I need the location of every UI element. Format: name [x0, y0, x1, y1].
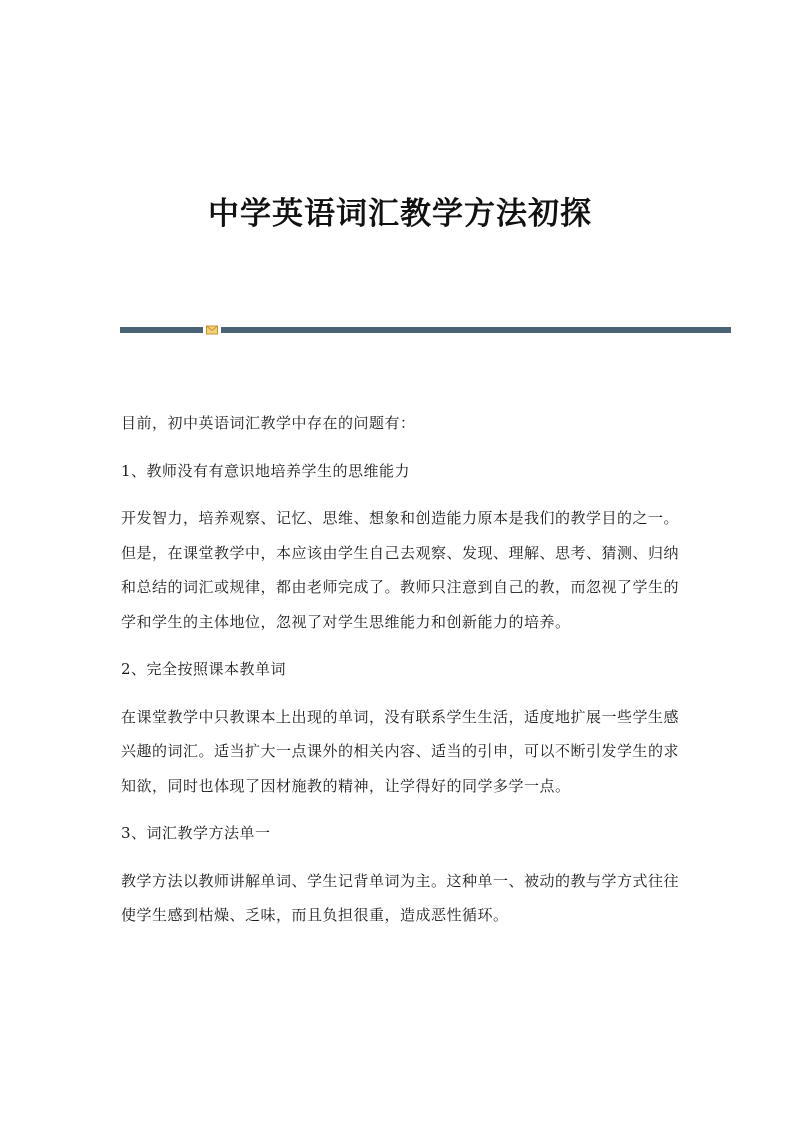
document-body [121, 406, 681, 933]
section-paragraph-2: 在课堂教学中只教课本上出现的单词，没有联系学生生活，适度地扩展一些学生感兴趣的词汇。适当扩大一点课外的相关内容、适当的引申，可以不断引发学生的求知欲，同时也体现了因材施教的精神，让学得好的同学多学一点。 [121, 707, 680, 795]
section-heading-3: 3、词汇教学方法单一 [121, 824, 271, 842]
divider-bar-right [221, 327, 731, 333]
section-heading-2: 2、完全按照课本教单词 [121, 660, 287, 678]
document-title: 中学英语词汇教学方法初探 [208, 196, 592, 232]
divider-bar-left [120, 327, 203, 333]
envelope-ornament-icon [206, 325, 218, 335]
section-heading-1: 1、教师没有有意识地培养学生的思维能力 [121, 461, 411, 480]
section-paragraph-3: 教学方法以教师讲解单词、学生记背单词为主。这种单一、被动的教与学方式往往使学生感到枯燥、乏味，而且负担很重，造成恶性循环。 [121, 871, 680, 924]
title-divider [120, 325, 731, 333]
intro-paragraph: 目前，初中英语词汇教学中存在的问题有： [121, 414, 416, 432]
section-paragraph-1: 开发智力，培养观察、记忆、思维、想象和创造能力原本是我们的教学目的之一。但是，在课堂教学中，本应该由学生自己去观察、发现、理解、思考、猜测、归纳和总结的词汇或规律，都由老师完成了。教师只注意到自己的教，而忽视了学生的学和学生的主体地位，忽视了对学生思维能力和创新能力的培养。 [121, 509, 680, 631]
